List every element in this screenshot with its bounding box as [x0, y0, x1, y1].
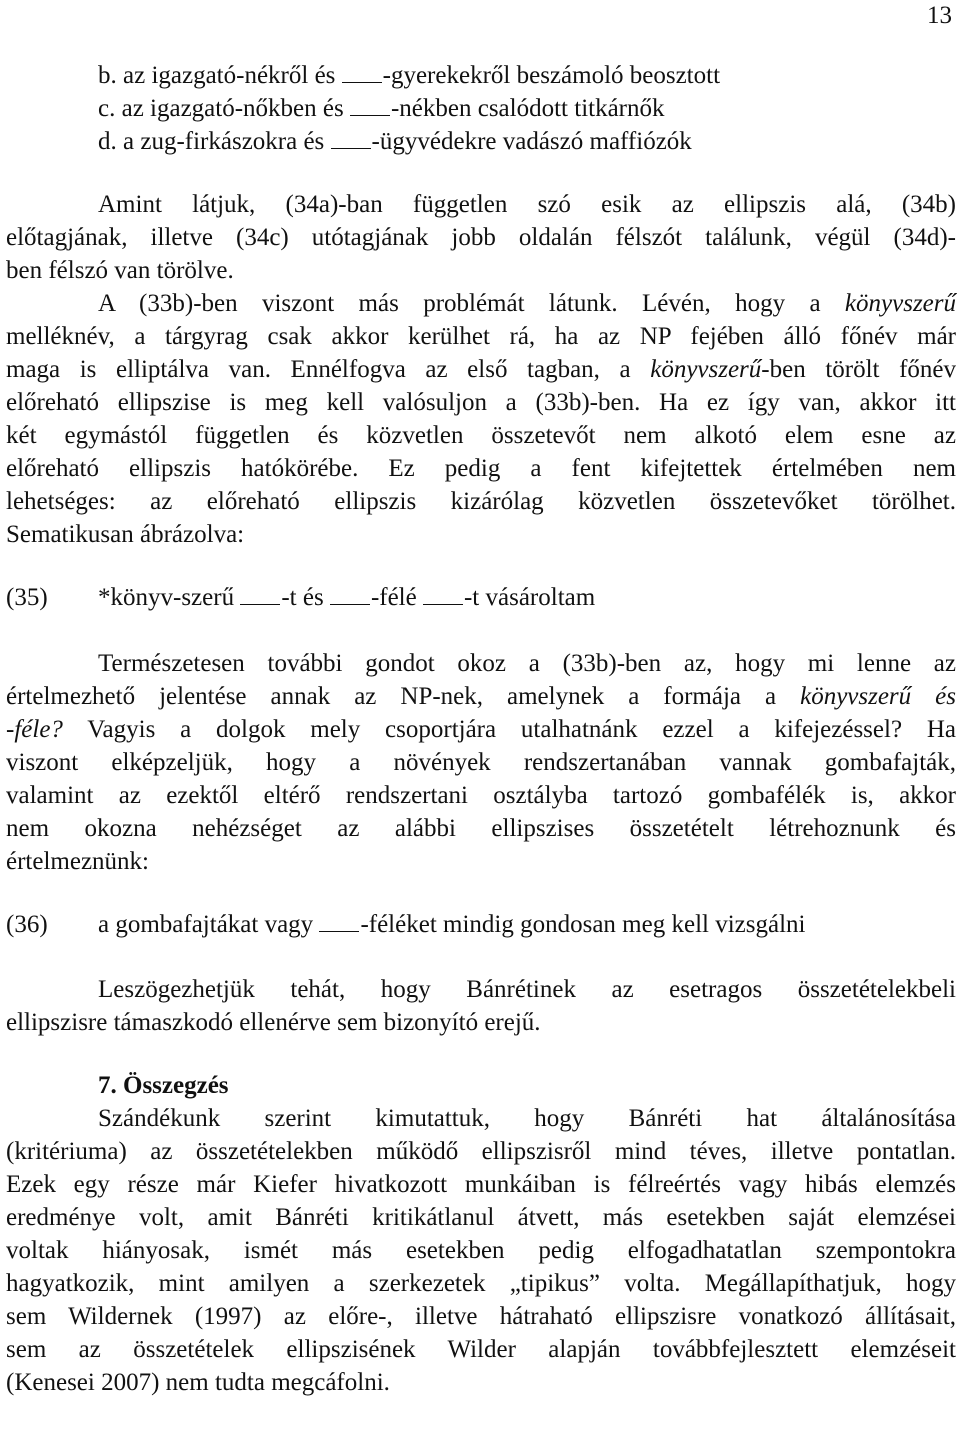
example-34-list: [6, 59, 956, 158]
list-item: c. az igazgató-nőkben és -nékben csalódott titkárnők: [98, 95, 665, 122]
example-36: (36) a gombafajtákat vagy -féléket mindig gondosan meg kell vizsgálni: [6, 911, 806, 938]
list-item: d. a zug-firkászokra és -ügyvédekre vadászó maffiózók: [98, 128, 692, 155]
gap-blank: [319, 909, 359, 932]
gap-blank: [342, 60, 382, 83]
list-item: b. az igazgató-nékről és -gyerekekről beszámoló beosztott: [98, 62, 721, 89]
gap-blank: [330, 582, 370, 605]
example-35: (35) *könyv-szerű -t és -félé -t vásároltam: [6, 584, 596, 611]
gap-blank: [423, 582, 463, 605]
section-heading: 7. Összegzés: [98, 1072, 229, 1099]
paragraph: Természetesen további gondot okoz a (33b)-ben az, hogy mi lenne az értelmezhető jelentése annak az NP-nek, amelynek a formája a könyvszerű és -féle? Vagyis a dolgok mely csoportjára utalhatnánk ezzel a kifejezéssel? Ha viszont elképzeljük, hogy a növények rendszertanában vannak gombafajták, valamint az ezektől eltérő rendszertani osztályba tartozó gombafélék is, akkor nem okozna nehézséget az alábbi ellipszises összetételt létrehoznunk és értelmeznünk:: [6, 650, 956, 875]
paragraph: Szándékunk szerint kimutattuk, hogy Bánréti hat általánosítása (kritériuma) az összetételekben működő ellipszisről mind téves, illetve pontatlan. Ezek egy része már Kiefer hivatkozott munkáiban is félreértés vagy hibás elemzés eredménye volt, amit Bánréti kritikátlanul átvett, más esetekben saját elemzései voltak hiányosak, ismét más esetekben pedig elfogadhatatlan szempontokra hagyatkozik, mint amilyen a szerkezetek „tipikus” volta. Megállapíthatjuk, hogy sem Wildernek (1997) az előre-, illetve hátraható ellipszisre vonatkozó állításait, sem az összetételek ellipszisének Wilder alapján továbbfejlesztett elemzéseit (Kenesei 2007) nem tudta megcáfolni.: [6, 1105, 956, 1396]
gap-blank: [350, 93, 390, 116]
gap-blank: [240, 582, 280, 605]
paragraph: A (33b)-ben viszont más problémát látunk. Lévén, hogy a könyvszerű melléknév, a tárgyrag csak akkor kerülhet rá, ha az NP fejében álló főnév már maga is elliptálva van. Ennélfogva az első tagban, a könyvszerű-ben törölt főnév előreható ellipszise is meg kell valósuljon a (33b)-ben. Ha ez így van, akkor itt két egymástól független és közvetlen összetevőt nem alkotó elem esne az előreható ellipszis hatókörébe. Ez pedig a fent kifejtettek értelmében nem lehetséges: az előreható ellipszis kizárólag közvetlen összetevőket törölhet. Sematikusan ábrázolva:: [6, 290, 956, 548]
gap-blank: [331, 126, 371, 149]
page-body: [6, 59, 956, 1399]
page-number: 13: [927, 2, 952, 29]
paragraph: Amint látjuk, (34a)-ban független szó esik az ellipszis alá, (34b) előtagjának, illetve (34c) utótagjának jobb oldalán félszót találunk, végül (34d)- ben félszó van törölve.: [6, 191, 956, 284]
paragraph: Leszögezhetjük tehát, hogy Bánrétinek az esetragos összetételekbeli ellipszisre támaszkodó ellenérve sem bizonyító erejű.: [6, 976, 956, 1036]
